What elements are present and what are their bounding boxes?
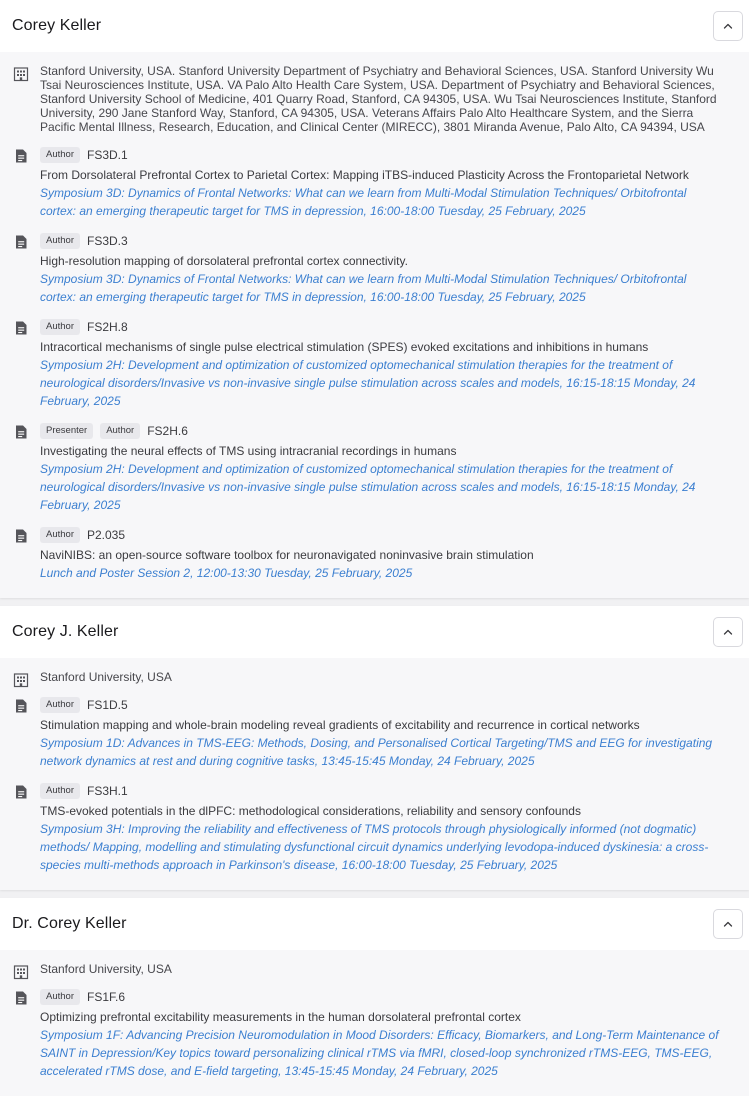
contribution-item (0, 690, 749, 776)
person-header[interactable] (0, 0, 749, 52)
session-link[interactable]: Symposium 3H: Improving the reliability and effectiveness of TMS protocols through physiologically informed (not dogmatic) methods/ Mapping, modelling and stimulating dysfunctional circuit dynamics underlying levodopa-induced dyskinesia: a cross-species multi-methods approach in Parkinson's disease, 16:00-18:00 Tuesday, 25 February, 2025 (40, 822, 709, 872)
document-icon (13, 784, 29, 800)
chevron-up-icon (722, 626, 734, 638)
person-name: Dr. Corey Keller (12, 915, 127, 932)
role-badge: Author (40, 233, 80, 249)
role-badge: Author (40, 147, 80, 163)
document-icon (13, 990, 29, 1006)
abstract-title: Investigating the neural effects of TMS using intracranial recordings in humans (40, 444, 457, 458)
document-icon (13, 148, 29, 164)
abstract-code: FS2H.6 (147, 424, 188, 438)
session-link[interactable]: Symposium 3D: Dynamics of Frontal Networks: What can we learn from Multi-Modal Stimulation Techniques/ Orbitofrontal cortex: an emerging therapeutic target for TMS in depression, 16:00-18:00 Tuesday, 25 February, 2025 (40, 186, 687, 218)
affiliation-text: Stanford University, USA (40, 962, 172, 976)
role-badges (40, 232, 725, 250)
abstract-title: From Dorsolateral Prefrontal Cortex to Parietal Cortex: Mapping iTBS-induced Plasticity Across the Frontoparietal Network (40, 168, 689, 182)
person-details (0, 658, 749, 890)
person-header[interactable] (0, 898, 749, 950)
abstract-code: FS3D.3 (87, 234, 128, 248)
abstract-code: FS3D.1 (87, 148, 128, 162)
chevron-up-icon (722, 20, 734, 32)
abstract-title: Stimulation mapping and whole-brain modeling reveal gradients of excitability and recurrence in cortical networks (40, 718, 640, 732)
collapse-button[interactable] (713, 617, 743, 647)
affiliation-row (0, 58, 749, 140)
contribution-item (0, 520, 749, 588)
document-icon (13, 528, 29, 544)
session-link[interactable]: Symposium 1D: Advances in TMS-EEG: Methods, Dosing, and Personalised Cortical Targeting/TMS and EEG for investigating network dynamics at rest and during cognitive tasks, 13:45-15:45 Monday, 24 February, 2025 (40, 736, 713, 768)
role-badges (40, 988, 725, 1006)
person-details (0, 950, 749, 1096)
role-badge: Presenter (40, 423, 93, 439)
person-card (0, 606, 749, 890)
abstract-title: TMS-evoked potentials in the dlPFC: methodological considerations, reliability and sensory confounds (40, 804, 581, 818)
session-link[interactable]: Symposium 1F: Advancing Precision Neuromodulation in Mood Disorders: Efficacy, Biomarkers, and Long-Term Maintenance of SAINT in Depression/Key topics toward personalizing clinical rTMS via fMRI, closed-loop synchronized rTMS-EEG, TMS-EEG, accelerated rTMS dose, and E-field targeting, 13:45-15:45 Monday, 24 February, 2025 (40, 1028, 719, 1078)
building-icon (13, 964, 29, 980)
role-badge: Author (40, 697, 80, 713)
affiliation-text: Stanford University, USA. Stanford University Department of Psychiatry and Behavioral Sciences, USA. Stanford University Wu Tsai Neurosciences Institute, USA. VA Palo Alto Health Care System, USA. Department of Psychiatry and Behavioral Sciences, Stanford University School of Medicine, 401 Quarry Road, Stanford, CA 94305, USA. Wu Tsai Neurosciences Institute, Stanford University, 290 Jane Stanford Way, Stanford, CA 94305, USA. Veterans Affairs Palo Alto Healthcare System, and the Sierra Pacific Mental Illness, Research, Education, and Clinical Center (MIRECC), 3801 Miranda Avenue, Palo Alto, CA 94394, USA (40, 64, 717, 134)
affiliation-row (0, 664, 749, 690)
document-icon (13, 234, 29, 250)
abstract-code: P2.035 (87, 528, 126, 542)
abstract-code: FS2H.8 (87, 320, 128, 334)
role-badges (40, 422, 725, 440)
person-name: Corey J. Keller (12, 623, 119, 640)
contribution-item (0, 982, 749, 1086)
contribution-item (0, 140, 749, 226)
contribution-item (0, 226, 749, 312)
role-badge: Author (100, 423, 140, 439)
role-badges (40, 318, 725, 336)
role-badges (40, 146, 725, 164)
document-icon (13, 698, 29, 714)
affiliation-row (0, 956, 749, 982)
role-badges (40, 526, 725, 544)
chevron-up-icon (722, 918, 734, 930)
abstract-title: NaviNIBS: an open-source software toolbox for neuronavigated noninvasive brain stimulation (40, 548, 534, 562)
person-details (0, 52, 749, 598)
role-badge: Author (40, 989, 80, 1005)
person-card (0, 898, 749, 1096)
abstract-code: FS3H.1 (87, 784, 128, 798)
session-link[interactable]: Symposium 2H: Development and optimization of customized optomechanical stimulation therapies for the treatment of neurological disorders/Invasive vs non-invasive single pulse stimulation across scales and models, 16:15-18:15 Monday, 24 February, 2025 (40, 358, 696, 408)
abstract-code: FS1D.5 (87, 698, 128, 712)
session-link[interactable]: Symposium 3D: Dynamics of Frontal Networks: What can we learn from Multi-Modal Stimulation Techniques/ Orbitofrontal cortex: an emerging therapeutic target for TMS in depression, 16:00-18:00 Tuesday, 25 February, 2025 (40, 272, 687, 304)
contribution-item (0, 776, 749, 880)
person-name: Corey Keller (12, 17, 102, 34)
abstract-code: FS1F.6 (87, 990, 126, 1004)
abstract-title: Optimizing prefrontal excitability measurements in the human dorsolateral prefrontal cortex (40, 1010, 521, 1024)
person-header[interactable] (0, 606, 749, 658)
collapse-button[interactable] (713, 11, 743, 41)
building-icon (13, 672, 29, 688)
abstract-title: High-resolution mapping of dorsolateral prefrontal cortex connectivity. (40, 254, 408, 268)
role-badge: Author (40, 319, 80, 335)
building-icon (13, 66, 29, 82)
role-badges (40, 696, 725, 714)
document-icon (13, 424, 29, 440)
role-badge: Author (40, 783, 80, 799)
role-badges (40, 782, 725, 800)
session-link[interactable]: Lunch and Poster Session 2, 12:00-13:30 Tuesday, 25 February, 2025 (40, 566, 413, 580)
contribution-item (0, 312, 749, 416)
document-icon (13, 320, 29, 336)
affiliation-text: Stanford University, USA (40, 670, 172, 684)
collapse-button[interactable] (713, 909, 743, 939)
contribution-item (0, 416, 749, 520)
role-badge: Author (40, 527, 80, 543)
session-link[interactable]: Symposium 2H: Development and optimization of customized optomechanical stimulation therapies for the treatment of neurological disorders/Invasive vs non-invasive single pulse stimulation across scales and models, 16:15-18:15 Monday, 24 February, 2025 (40, 462, 696, 512)
abstract-title: Intracortical mechanisms of single pulse electrical stimulation (SPES) evoked excitations and inhibitions in humans (40, 340, 649, 354)
